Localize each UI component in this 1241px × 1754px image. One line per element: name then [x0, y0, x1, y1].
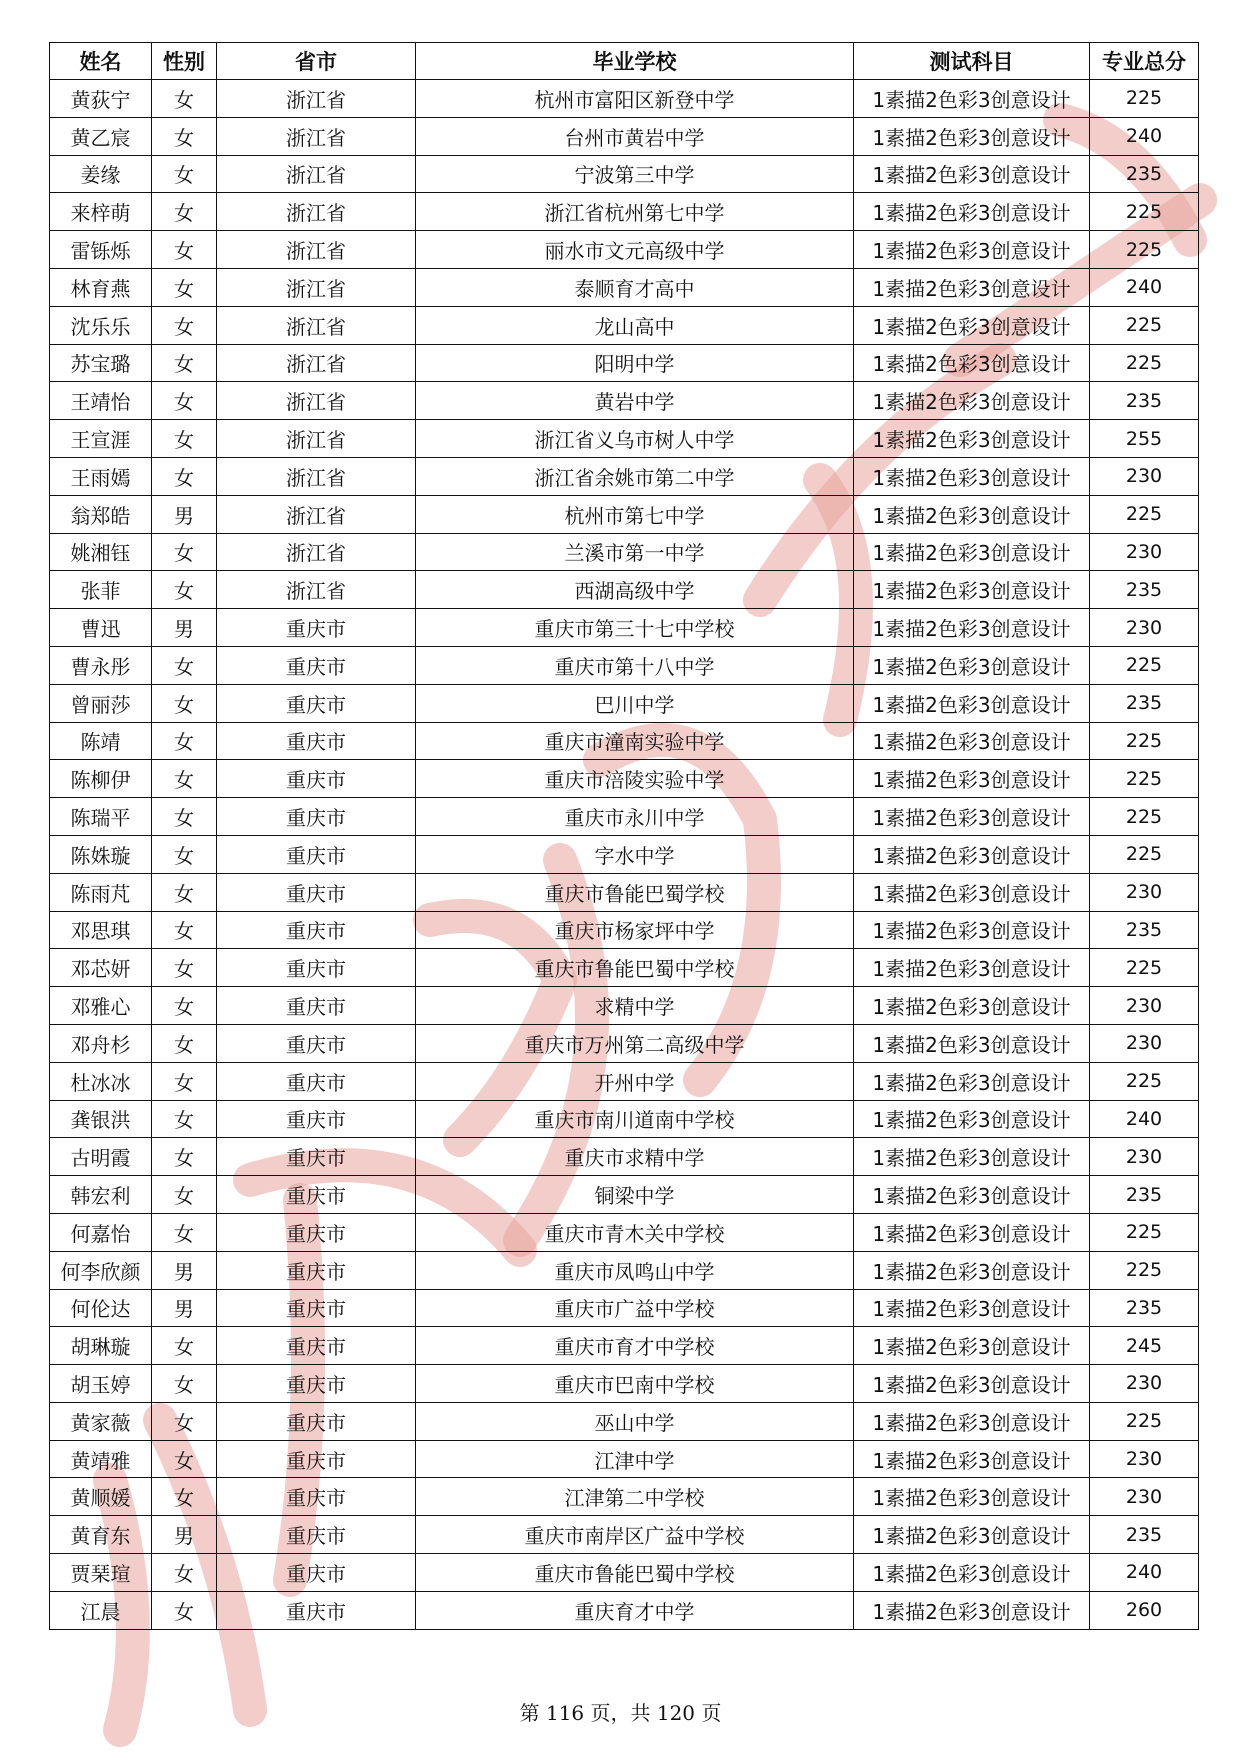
- cell-province: 浙江省: [217, 193, 416, 231]
- cell-school: 西湖高级中学: [416, 571, 854, 609]
- table-row: [50, 382, 1199, 420]
- cell-name: 曹迅: [50, 609, 152, 647]
- cell-gender: 女: [152, 835, 217, 873]
- table-row: [50, 835, 1199, 873]
- cell-school: 重庆市万州第二高级中学: [416, 1024, 854, 1062]
- cell-score: 255: [1090, 420, 1199, 458]
- cell-subjects: 1素描2色彩3创意设计: [854, 1138, 1090, 1176]
- cell-province: 重庆市: [217, 1138, 416, 1176]
- cell-school: 杭州市富阳区新登中学: [416, 80, 854, 118]
- cell-province: 浙江省: [217, 117, 416, 155]
- cell-gender: 女: [152, 949, 217, 987]
- cell-province: 重庆市: [217, 1554, 416, 1592]
- table-row: [50, 1554, 1199, 1592]
- cell-school: 重庆市永川中学: [416, 798, 854, 836]
- cell-province: 重庆市: [217, 1024, 416, 1062]
- cell-province: 浙江省: [217, 80, 416, 118]
- cell-gender: 女: [152, 798, 217, 836]
- cell-gender: 男: [152, 609, 217, 647]
- cell-subjects: 1素描2色彩3创意设计: [854, 1024, 1090, 1062]
- cell-subjects: 1素描2色彩3创意设计: [854, 117, 1090, 155]
- cell-province: 重庆市: [217, 1327, 416, 1365]
- table-row: [50, 268, 1199, 306]
- cell-name: 林育燕: [50, 268, 152, 306]
- cell-province: 浙江省: [217, 268, 416, 306]
- cell-score: 240: [1090, 1100, 1199, 1138]
- cell-province: 重庆市: [217, 1100, 416, 1138]
- cell-score: 225: [1090, 306, 1199, 344]
- cell-score: 235: [1090, 1516, 1199, 1554]
- cell-gender: 女: [152, 1138, 217, 1176]
- cell-school: 重庆市第三十七中学校: [416, 609, 854, 647]
- table-row: [50, 684, 1199, 722]
- cell-subjects: 1素描2色彩3创意设计: [854, 1062, 1090, 1100]
- cell-school: 重庆市鲁能巴蜀中学校: [416, 949, 854, 987]
- cell-gender: 女: [152, 1100, 217, 1138]
- table-row: [50, 949, 1199, 987]
- table-row: [50, 987, 1199, 1025]
- cell-subjects: 1素描2色彩3创意设计: [854, 1554, 1090, 1592]
- cell-score: 225: [1090, 231, 1199, 269]
- cell-score: 230: [1090, 1138, 1199, 1176]
- table-row: [50, 1327, 1199, 1365]
- cell-province: 重庆市: [217, 684, 416, 722]
- cell-score: 225: [1090, 722, 1199, 760]
- cell-school: 重庆市杨家坪中学: [416, 911, 854, 949]
- cell-province: 重庆市: [217, 1478, 416, 1516]
- cell-school: 字水中学: [416, 835, 854, 873]
- cell-score: 235: [1090, 571, 1199, 609]
- cell-gender: 女: [152, 306, 217, 344]
- cell-gender: 女: [152, 155, 217, 193]
- cell-name: 古明霞: [50, 1138, 152, 1176]
- cell-name: 雷铄烁: [50, 231, 152, 269]
- cell-province: 重庆市: [217, 835, 416, 873]
- cell-school: 浙江省杭州第七中学: [416, 193, 854, 231]
- cell-gender: 女: [152, 760, 217, 798]
- cell-name: 陈姝璇: [50, 835, 152, 873]
- cell-name: 黄育东: [50, 1516, 152, 1554]
- cell-school: 杭州市第七中学: [416, 495, 854, 533]
- cell-name: 王雨嫣: [50, 457, 152, 495]
- cell-subjects: 1素描2色彩3创意设计: [854, 344, 1090, 382]
- cell-gender: 女: [152, 344, 217, 382]
- column-header-subjects: 测试科目: [854, 43, 1090, 80]
- cell-subjects: 1素描2色彩3创意设计: [854, 835, 1090, 873]
- admission-roster-table: [49, 42, 1199, 1630]
- cell-school: 浙江省义乌市树人中学: [416, 420, 854, 458]
- cell-name: 邓雅心: [50, 987, 152, 1025]
- column-header-province: 省市: [217, 43, 416, 80]
- cell-name: 黄荻宁: [50, 80, 152, 118]
- table-row: [50, 117, 1199, 155]
- cell-school: 重庆市凤鸣山中学: [416, 1251, 854, 1289]
- cell-name: 曹永彤: [50, 646, 152, 684]
- cell-province: 重庆市: [217, 760, 416, 798]
- table-row: [50, 1176, 1199, 1214]
- table-row: [50, 1100, 1199, 1138]
- cell-school: 重庆市广益中学校: [416, 1289, 854, 1327]
- table-row: [50, 571, 1199, 609]
- cell-school: 重庆市第十八中学: [416, 646, 854, 684]
- table-row: [50, 1024, 1199, 1062]
- cell-name: 张菲: [50, 571, 152, 609]
- cell-subjects: 1素描2色彩3创意设计: [854, 722, 1090, 760]
- table-row: [50, 911, 1199, 949]
- table-row: [50, 1591, 1199, 1629]
- cell-school: 重庆市巴南中学校: [416, 1365, 854, 1403]
- cell-province: 浙江省: [217, 155, 416, 193]
- cell-subjects: 1素描2色彩3创意设计: [854, 231, 1090, 269]
- cell-subjects: 1素描2色彩3创意设计: [854, 1365, 1090, 1403]
- cell-subjects: 1素描2色彩3创意设计: [854, 1591, 1090, 1629]
- cell-score: 225: [1090, 495, 1199, 533]
- column-header-name: 姓名: [50, 43, 152, 80]
- cell-gender: 女: [152, 1440, 217, 1478]
- cell-school: 重庆市涪陵实验中学: [416, 760, 854, 798]
- cell-gender: 女: [152, 684, 217, 722]
- cell-name: 陈柳伊: [50, 760, 152, 798]
- table-row: [50, 231, 1199, 269]
- cell-province: 浙江省: [217, 420, 416, 458]
- cell-name: 何伦达: [50, 1289, 152, 1327]
- cell-subjects: 1素描2色彩3创意设计: [854, 571, 1090, 609]
- table-row: [50, 1138, 1199, 1176]
- cell-name: 来梓萌: [50, 193, 152, 231]
- cell-score: 230: [1090, 1024, 1199, 1062]
- cell-province: 浙江省: [217, 457, 416, 495]
- cell-school: 黄岩中学: [416, 382, 854, 420]
- table-row: [50, 1062, 1199, 1100]
- cell-school: 重庆市育才中学校: [416, 1327, 854, 1365]
- cell-gender: 女: [152, 1213, 217, 1251]
- cell-subjects: 1素描2色彩3创意设计: [854, 987, 1090, 1025]
- cell-name: 贾琹瑄: [50, 1554, 152, 1592]
- cell-score: 230: [1090, 1440, 1199, 1478]
- column-header-school: 毕业学校: [416, 43, 854, 80]
- cell-gender: 女: [152, 533, 217, 571]
- table-row: [50, 533, 1199, 571]
- cell-name: 姜缘: [50, 155, 152, 193]
- cell-subjects: 1素描2色彩3创意设计: [854, 1100, 1090, 1138]
- cell-subjects: 1素描2色彩3创意设计: [854, 1478, 1090, 1516]
- cell-gender: 女: [152, 1365, 217, 1403]
- cell-subjects: 1素描2色彩3创意设计: [854, 798, 1090, 836]
- cell-school: 泰顺育才高中: [416, 268, 854, 306]
- column-header-score: 专业总分: [1090, 43, 1199, 80]
- table-row: [50, 798, 1199, 836]
- cell-score: 230: [1090, 1365, 1199, 1403]
- cell-score: 230: [1090, 1478, 1199, 1516]
- cell-subjects: 1素描2色彩3创意设计: [854, 533, 1090, 571]
- cell-school: 宁波第三中学: [416, 155, 854, 193]
- cell-subjects: 1素描2色彩3创意设计: [854, 1327, 1090, 1365]
- cell-name: 何李欣颜: [50, 1251, 152, 1289]
- cell-school: 重庆市求精中学: [416, 1138, 854, 1176]
- cell-gender: 女: [152, 722, 217, 760]
- cell-score: 260: [1090, 1591, 1199, 1629]
- cell-school: 龙山高中: [416, 306, 854, 344]
- cell-province: 重庆市: [217, 1289, 416, 1327]
- cell-province: 重庆市: [217, 1062, 416, 1100]
- cell-name: 杜冰冰: [50, 1062, 152, 1100]
- cell-score: 225: [1090, 760, 1199, 798]
- cell-name: 曾丽莎: [50, 684, 152, 722]
- cell-name: 苏宝璐: [50, 344, 152, 382]
- cell-gender: 女: [152, 420, 217, 458]
- cell-school: 求精中学: [416, 987, 854, 1025]
- cell-gender: 女: [152, 1062, 217, 1100]
- cell-school: 重庆市南川道南中学校: [416, 1100, 854, 1138]
- cell-school: 巴川中学: [416, 684, 854, 722]
- table-row: [50, 1478, 1199, 1516]
- cell-gender: 女: [152, 1176, 217, 1214]
- cell-score: 225: [1090, 193, 1199, 231]
- cell-province: 重庆市: [217, 1402, 416, 1440]
- table-row: [50, 457, 1199, 495]
- page-number-footer: 第 116 页，共 120 页: [519, 1701, 722, 1725]
- cell-province: 重庆市: [217, 1251, 416, 1289]
- cell-school: 重庆市潼南实验中学: [416, 722, 854, 760]
- cell-name: 江晨: [50, 1591, 152, 1629]
- cell-name: 陈靖: [50, 722, 152, 760]
- table-row: [50, 1251, 1199, 1289]
- cell-gender: 男: [152, 1289, 217, 1327]
- cell-subjects: 1素描2色彩3创意设计: [854, 495, 1090, 533]
- cell-gender: 女: [152, 1024, 217, 1062]
- cell-school: 重庆市南岸区广益中学校: [416, 1516, 854, 1554]
- cell-school: 江津中学: [416, 1440, 854, 1478]
- cell-province: 重庆市: [217, 987, 416, 1025]
- cell-score: 240: [1090, 1554, 1199, 1592]
- cell-subjects: 1素描2色彩3创意设计: [854, 420, 1090, 458]
- table-row: [50, 344, 1199, 382]
- cell-gender: 女: [152, 987, 217, 1025]
- table-row: [50, 760, 1199, 798]
- cell-gender: 女: [152, 231, 217, 269]
- cell-school: 重庆市青木关中学校: [416, 1213, 854, 1251]
- cell-subjects: 1素描2色彩3创意设计: [854, 382, 1090, 420]
- cell-score: 235: [1090, 382, 1199, 420]
- cell-subjects: 1素描2色彩3创意设计: [854, 1289, 1090, 1327]
- cell-score: 225: [1090, 1402, 1199, 1440]
- cell-gender: 女: [152, 1402, 217, 1440]
- cell-province: 浙江省: [217, 571, 416, 609]
- cell-gender: 女: [152, 571, 217, 609]
- cell-subjects: 1素描2色彩3创意设计: [854, 1440, 1090, 1478]
- cell-subjects: 1素描2色彩3创意设计: [854, 873, 1090, 911]
- cell-school: 台州市黄岩中学: [416, 117, 854, 155]
- cell-subjects: 1素描2色彩3创意设计: [854, 609, 1090, 647]
- cell-province: 浙江省: [217, 533, 416, 571]
- cell-school: 兰溪市第一中学: [416, 533, 854, 571]
- cell-subjects: 1素描2色彩3创意设计: [854, 911, 1090, 949]
- cell-province: 重庆市: [217, 949, 416, 987]
- cell-subjects: 1素描2色彩3创意设计: [854, 1176, 1090, 1214]
- cell-gender: 女: [152, 1327, 217, 1365]
- cell-gender: 女: [152, 1554, 217, 1592]
- cell-subjects: 1素描2色彩3创意设计: [854, 1516, 1090, 1554]
- cell-subjects: 1素描2色彩3创意设计: [854, 155, 1090, 193]
- cell-subjects: 1素描2色彩3创意设计: [854, 949, 1090, 987]
- table-header-row: [50, 43, 1199, 80]
- table-row: [50, 646, 1199, 684]
- cell-score: 225: [1090, 80, 1199, 118]
- cell-subjects: 1素描2色彩3创意设计: [854, 80, 1090, 118]
- column-header-gender: 性别: [152, 43, 217, 80]
- table-row: [50, 155, 1199, 193]
- cell-province: 浙江省: [217, 382, 416, 420]
- cell-score: 225: [1090, 1062, 1199, 1100]
- table-row: [50, 495, 1199, 533]
- cell-name: 龚银洪: [50, 1100, 152, 1138]
- cell-name: 姚湘钰: [50, 533, 152, 571]
- cell-score: 235: [1090, 1289, 1199, 1327]
- cell-name: 邓思琪: [50, 911, 152, 949]
- cell-subjects: 1素描2色彩3创意设计: [854, 457, 1090, 495]
- cell-score: 240: [1090, 268, 1199, 306]
- cell-score: 225: [1090, 1251, 1199, 1289]
- cell-school: 阳明中学: [416, 344, 854, 382]
- cell-name: 陈雨芃: [50, 873, 152, 911]
- table-row: [50, 722, 1199, 760]
- cell-province: 重庆市: [217, 1365, 416, 1403]
- cell-province: 重庆市: [217, 646, 416, 684]
- cell-gender: 女: [152, 268, 217, 306]
- cell-name: 邓舟杉: [50, 1024, 152, 1062]
- cell-province: 浙江省: [217, 495, 416, 533]
- cell-gender: 女: [152, 646, 217, 684]
- cell-name: 王宣涯: [50, 420, 152, 458]
- table-row: [50, 306, 1199, 344]
- cell-score: 245: [1090, 1327, 1199, 1365]
- cell-name: 黄乙宸: [50, 117, 152, 155]
- cell-score: 225: [1090, 949, 1199, 987]
- table-row: [50, 609, 1199, 647]
- cell-province: 重庆市: [217, 722, 416, 760]
- cell-gender: 女: [152, 911, 217, 949]
- cell-name: 翁郑皓: [50, 495, 152, 533]
- cell-subjects: 1素描2色彩3创意设计: [854, 193, 1090, 231]
- cell-gender: 女: [152, 873, 217, 911]
- cell-province: 重庆市: [217, 1176, 416, 1214]
- cell-score: 225: [1090, 1213, 1199, 1251]
- cell-name: 胡玉婷: [50, 1365, 152, 1403]
- cell-school: 重庆市鲁能巴蜀学校: [416, 873, 854, 911]
- cell-school: 铜梁中学: [416, 1176, 854, 1214]
- cell-score: 230: [1090, 609, 1199, 647]
- cell-score: 225: [1090, 798, 1199, 836]
- cell-school: 浙江省余姚市第二中学: [416, 457, 854, 495]
- cell-province: 浙江省: [217, 231, 416, 269]
- cell-province: 重庆市: [217, 1516, 416, 1554]
- table-row: [50, 420, 1199, 458]
- cell-subjects: 1素描2色彩3创意设计: [854, 1402, 1090, 1440]
- cell-school: 丽水市文元高级中学: [416, 231, 854, 269]
- cell-score: 225: [1090, 344, 1199, 382]
- cell-name: 何嘉怡: [50, 1213, 152, 1251]
- table-row: [50, 1402, 1199, 1440]
- table-row: [50, 1440, 1199, 1478]
- cell-name: 邓芯妍: [50, 949, 152, 987]
- cell-gender: 女: [152, 117, 217, 155]
- cell-score: 230: [1090, 987, 1199, 1025]
- cell-score: 225: [1090, 835, 1199, 873]
- table-row: [50, 1213, 1199, 1251]
- cell-name: 陈瑞平: [50, 798, 152, 836]
- cell-subjects: 1素描2色彩3创意设计: [854, 684, 1090, 722]
- cell-score: 235: [1090, 911, 1199, 949]
- cell-gender: 男: [152, 1516, 217, 1554]
- cell-score: 240: [1090, 117, 1199, 155]
- table-body: [50, 80, 1199, 1630]
- cell-score: 230: [1090, 533, 1199, 571]
- cell-name: 黄家薇: [50, 1402, 152, 1440]
- cell-province: 重庆市: [217, 798, 416, 836]
- cell-province: 重庆市: [217, 1213, 416, 1251]
- cell-province: 重庆市: [217, 609, 416, 647]
- cell-school: 重庆市鲁能巴蜀中学校: [416, 1554, 854, 1592]
- cell-province: 重庆市: [217, 911, 416, 949]
- cell-gender: 女: [152, 1478, 217, 1516]
- cell-name: 胡琳璇: [50, 1327, 152, 1365]
- cell-score: 235: [1090, 155, 1199, 193]
- cell-subjects: 1素描2色彩3创意设计: [854, 268, 1090, 306]
- cell-province: 浙江省: [217, 344, 416, 382]
- cell-subjects: 1素描2色彩3创意设计: [854, 646, 1090, 684]
- cell-name: 黄靖雅: [50, 1440, 152, 1478]
- cell-gender: 女: [152, 193, 217, 231]
- table-row: [50, 1516, 1199, 1554]
- cell-province: 重庆市: [217, 873, 416, 911]
- cell-subjects: 1素描2色彩3创意设计: [854, 1251, 1090, 1289]
- cell-subjects: 1素描2色彩3创意设计: [854, 306, 1090, 344]
- cell-score: 235: [1090, 1176, 1199, 1214]
- cell-subjects: 1素描2色彩3创意设计: [854, 760, 1090, 798]
- table-row: [50, 80, 1199, 118]
- table-row: [50, 1289, 1199, 1327]
- cell-name: 沈乐乐: [50, 306, 152, 344]
- cell-gender: 男: [152, 1251, 217, 1289]
- cell-school: 江津第二中学校: [416, 1478, 854, 1516]
- cell-name: 王靖怡: [50, 382, 152, 420]
- cell-subjects: 1素描2色彩3创意设计: [854, 1213, 1090, 1251]
- cell-province: 重庆市: [217, 1591, 416, 1629]
- cell-name: 黄顺媛: [50, 1478, 152, 1516]
- cell-province: 重庆市: [217, 1440, 416, 1478]
- cell-gender: 男: [152, 495, 217, 533]
- cell-school: 巫山中学: [416, 1402, 854, 1440]
- cell-school: 重庆育才中学: [416, 1591, 854, 1629]
- cell-school: 开州中学: [416, 1062, 854, 1100]
- cell-score: 225: [1090, 646, 1199, 684]
- table-row: [50, 193, 1199, 231]
- cell-name: 韩宏利: [50, 1176, 152, 1214]
- cell-province: 浙江省: [217, 306, 416, 344]
- cell-gender: 女: [152, 80, 217, 118]
- cell-score: 235: [1090, 684, 1199, 722]
- table-row: [50, 873, 1199, 911]
- table-row: [50, 1365, 1199, 1403]
- cell-gender: 女: [152, 382, 217, 420]
- cell-score: 230: [1090, 457, 1199, 495]
- cell-score: 230: [1090, 873, 1199, 911]
- cell-gender: 女: [152, 457, 217, 495]
- cell-gender: 女: [152, 1591, 217, 1629]
